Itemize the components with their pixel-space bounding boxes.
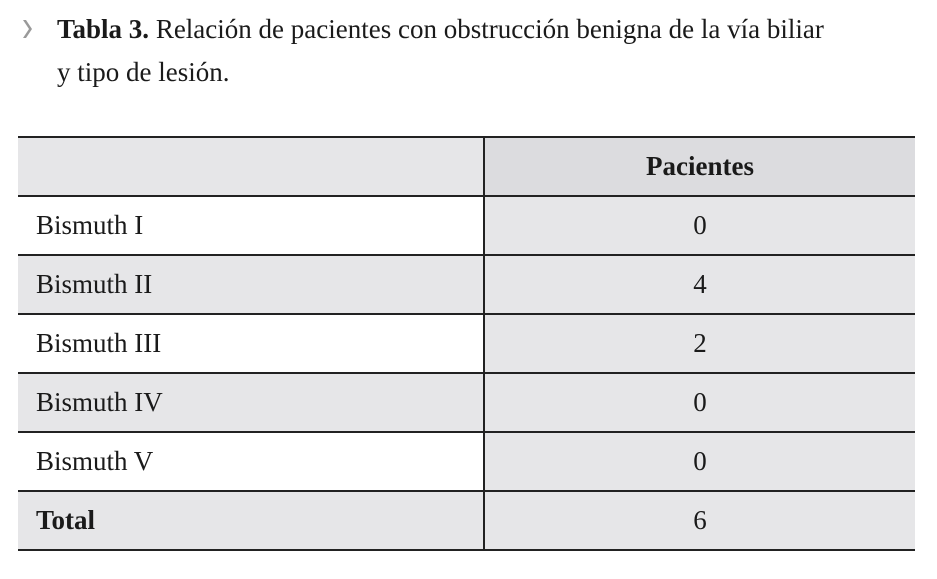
table-row [18, 314, 915, 373]
row-label-cell: Bismuth IV [18, 373, 484, 432]
table-header-row [18, 137, 915, 196]
row-label-cell: Bismuth V [18, 432, 484, 491]
caption-bullet-icon [22, 18, 32, 40]
caption-label: Tabla 3. [57, 14, 150, 44]
header-label-cell [18, 137, 484, 196]
row-value-cell: 0 [484, 432, 915, 491]
caption-line-2: y tipo de lesión. [57, 57, 230, 87]
total-label-cell: Total [18, 491, 484, 550]
row-label-cell: Bismuth III [18, 314, 484, 373]
table-total-row [18, 491, 915, 550]
caption-text-1: Relación de pacientes con obstrucción benigna de la vía biliar [149, 14, 824, 44]
patients-table [18, 136, 915, 551]
table-row [18, 196, 915, 255]
caption-line-1 [57, 8, 824, 51]
row-value-cell: 0 [484, 196, 915, 255]
header-pacientes-cell: Pacientes [484, 137, 915, 196]
table-row [18, 432, 915, 491]
row-label-cell: Bismuth II [18, 255, 484, 314]
row-value-cell: 2 [484, 314, 915, 373]
table-row [18, 373, 915, 432]
total-value-cell: 6 [484, 491, 915, 550]
row-value-cell: 4 [484, 255, 915, 314]
row-value-cell: 0 [484, 373, 915, 432]
table-row [18, 255, 915, 314]
row-label-cell: Bismuth I [18, 196, 484, 255]
